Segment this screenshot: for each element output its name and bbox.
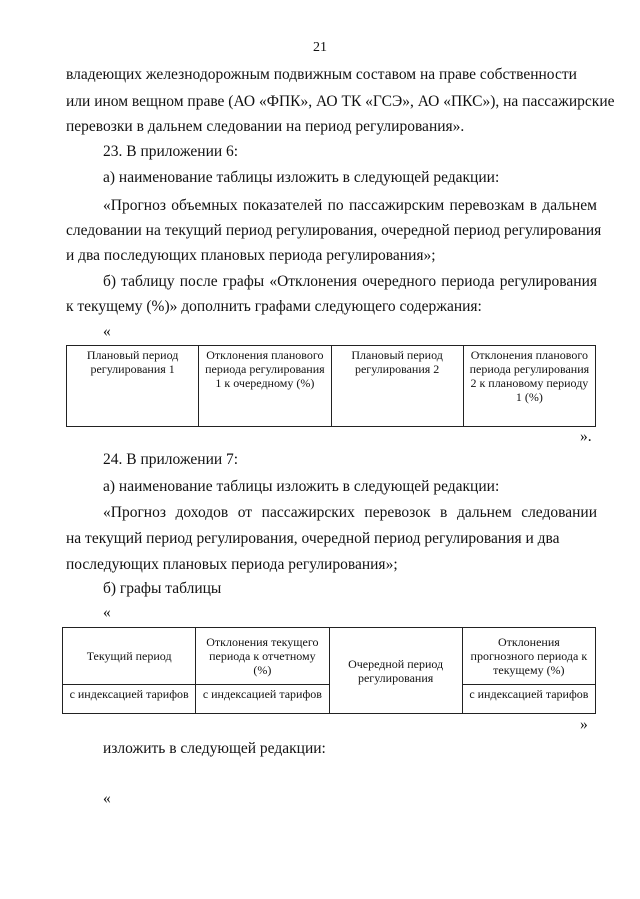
table-subheader-cell: с индексацией тарифов xyxy=(462,685,595,714)
paragraph-line: следовании на текущий период регулирования, очередной период регулирования xyxy=(66,222,602,239)
section-heading: 23. В приложении 6: xyxy=(103,143,239,160)
table-row xyxy=(67,346,596,427)
table-header-cell: Отклонения планового периода регулирования 1 к очередному (%) xyxy=(199,346,331,427)
table-income-periods xyxy=(62,627,596,714)
paragraph-line: или ином вещном праве (АО «ФПК», АО ТК «ГСЭ», АО «ПКС»), на пассажирские xyxy=(66,93,615,110)
table-header-cell: Очередной период регулирования xyxy=(329,628,462,714)
table-header-cell: Текущий период xyxy=(63,628,196,685)
table-subheader-cell: с индексацией тарифов xyxy=(63,685,196,714)
paragraph-line: изложить в следующей редакции: xyxy=(103,740,326,757)
paragraph-line: последующих плановых периода регулирования»; xyxy=(66,556,398,573)
table-header-cell: Отклонения прогнозного периода к текущему (%) xyxy=(462,628,595,685)
table-subheader-cell: с индексацией тарифов xyxy=(196,685,329,714)
page-number: 21 xyxy=(313,40,327,55)
table-header-cell: Плановый период регулирования 1 xyxy=(67,346,199,427)
paragraph-line: б) графы таблицы xyxy=(103,580,222,597)
paragraph-line: «Прогноз объемных показателей по пассажирским перевозкам в дальнем xyxy=(103,197,597,214)
table-header-cell: Отклонения текущего периода к отчетному (%) xyxy=(196,628,329,685)
paragraph-line: а) наименование таблицы изложить в следующей редакции: xyxy=(103,478,500,495)
paragraph-line: на текущий период регулирования, очередной период регулирования и два xyxy=(66,530,560,547)
quote-open: « xyxy=(103,604,111,621)
quote-open: « xyxy=(103,323,111,340)
paragraph-line: владеющих железнодорожным подвижным составом на праве собственности xyxy=(66,66,577,83)
section-heading: 24. В приложении 7: xyxy=(103,451,239,468)
paragraph-line: б) таблицу после графы «Отклонения очередного периода регулирования xyxy=(103,273,597,290)
paragraph-line: перевозки в дальнем следовании на период регулирования». xyxy=(66,118,465,135)
quote-close: ». xyxy=(580,428,592,445)
quote-open: « xyxy=(103,790,111,807)
quote-close: » xyxy=(580,716,588,733)
table-header-cell: Отклонения планового периода регулирования 2 к плановому периоду 1 (%) xyxy=(463,346,595,427)
paragraph-line: а) наименование таблицы изложить в следующей редакции: xyxy=(103,169,500,186)
paragraph-line: к текущему (%)» дополнить графами следующего содержания: xyxy=(66,298,482,315)
table-header-cell: Плановый период регулирования 2 xyxy=(331,346,463,427)
paragraph-line: «Прогноз доходов от пассажирских перевозок в дальнем следовании xyxy=(103,504,597,521)
paragraph-line: и два последующих плановых периода регулирования»; xyxy=(66,247,436,264)
table-plan-periods xyxy=(66,345,596,427)
table-row xyxy=(63,628,596,685)
